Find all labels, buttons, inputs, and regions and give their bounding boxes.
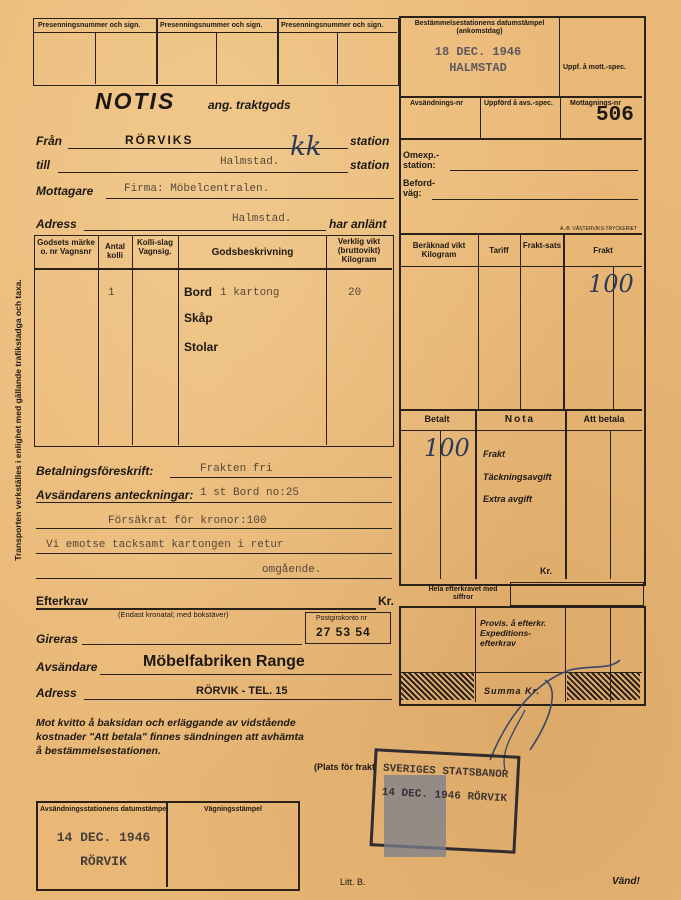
presenning-label-2: Presenningsnummer och sign. (160, 22, 263, 29)
avsandare-value: Möbelfabriken Range (143, 653, 305, 670)
anteckningar-line1: 1 st Bord no:25 (200, 487, 300, 499)
row1-desc: Bord (184, 285, 212, 299)
betalt-handwritten-value: 100 (424, 434, 470, 462)
col-header-beskrivning: Godsbeskrivning (211, 247, 294, 258)
uppford-avs-label: Uppförd å avs.-spec. (484, 100, 553, 107)
row1-kolli: 1 kartong (220, 287, 280, 299)
till-label: till (36, 158, 50, 172)
anteckningar-line2: Försäkrat för kronor:100 (108, 515, 267, 527)
summa-label: Summa Kr. (484, 686, 541, 696)
hatched-cell-left (401, 673, 474, 700)
station-label-2: station (350, 158, 390, 172)
nota-header-nota: Nota (504, 414, 536, 425)
omexp-label: Omexp.- station: (403, 150, 440, 170)
vagning-label: Vägningsstämpel (204, 806, 262, 813)
hela-efterkrav-label: Hela efterkravet med siffror (428, 586, 498, 601)
adress2-value: RÖRVIK - TEL. 15 (196, 685, 288, 697)
side-regulation-text: Transporten verkställes i enlighet med gällande trafikstadga och taxa. (13, 279, 23, 561)
beford-label: Beford- väg: (403, 178, 435, 198)
document-title: NOTIS (95, 88, 176, 114)
nota-tackning: Täckningsavgift (483, 472, 552, 482)
har-anlant-label: har anlänt (329, 217, 387, 231)
efterkrav-kr: Kr. (378, 594, 395, 608)
till-value: Halmstad. (220, 156, 280, 168)
anteckningar-line3: Vi emotse tacksamt kartongen i retur (46, 539, 284, 551)
efterkrav-hint: (Endast kronatal; med bokstäver) (118, 610, 229, 619)
avsandnings-nr-label: Avsändnings-nr (410, 100, 464, 107)
anteckningar-label: Avsändarens anteckningar: (36, 488, 194, 502)
betalning-label: Betalningsföreskrift: (36, 464, 154, 478)
station-label-1: station (350, 134, 390, 148)
calc-header-tariff: Tariff (489, 246, 509, 255)
efterkrav-amount-box (510, 582, 644, 606)
calc-header-frakt: Frakt (593, 246, 613, 255)
postgiro-number: 27 53 54 (316, 625, 371, 639)
fran-label: Från (36, 134, 63, 148)
document-subtitle: ang. traktgods (208, 98, 291, 112)
mottagare-value: Firma: Möbelcentralen. (124, 183, 270, 195)
calc-header-vikt: Beräknad vikt Kilogram (412, 241, 466, 259)
calc-header-fraktsats: Frakt-sats (522, 241, 562, 250)
nota-extra: Extra avgift (483, 494, 533, 504)
frakt-handwritten-value: 100 (588, 270, 634, 298)
row1-antal: 1 (108, 287, 115, 299)
nota-frakt: Frakt (483, 449, 506, 459)
adress-label: Adress (36, 217, 77, 231)
adress-value: Halmstad. (232, 213, 292, 225)
departure-stamp-label: Avsändningsstationens datumstämpel (40, 806, 169, 813)
tax-stamp-text: SVERIGES STATSBANOR 14 DEC. 1946 RÖRVIK (381, 762, 509, 806)
col-header-kollislag: Kolli-slag Vagnsig. (136, 238, 173, 256)
presenning-label-3: Presenningsnummer och sign. (281, 22, 384, 29)
arrival-date-stamp: 18 DEC. 1946 HALMSTAD (434, 45, 522, 75)
nota-kr: Kr. (540, 566, 553, 576)
till-handwritten-mark: kk (290, 132, 322, 162)
nota-header-betalt: Betalt (424, 414, 450, 424)
efterkrav-label: Efterkrav (36, 594, 89, 608)
anteckningar-line4: omgående. (262, 564, 322, 576)
col-header-vikt: Verklig vikt (bruttovikt) Kilogram (337, 237, 381, 264)
provis-label: Provis. å efterkr. Expeditions-efterkrav (480, 618, 547, 648)
avsandare-label: Avsändare (36, 660, 98, 674)
postgiro-label: Postgirokonto nr (316, 615, 367, 622)
nota-header-att-betala: Att betala (583, 414, 625, 424)
departure-date-stamp: 14 DEC. 1946 RÖRVIK (56, 830, 151, 869)
col-header-antal: Antal kolli (105, 242, 125, 260)
plats-for-label: (Plats för frakt (314, 762, 376, 772)
row2-desc: Skåp (184, 311, 213, 325)
mottagare-label: Mottagare (36, 184, 94, 198)
presenning-label-1: Presenningsnummer och sign. (38, 22, 141, 29)
row1-vikt: 20 (348, 287, 362, 299)
arrival-stamp-label: Bestämmelsestationens datumstämpel (ankomstdag) (414, 20, 545, 35)
mottagnings-nr-label: Mottagnings-nr (570, 100, 621, 107)
fran-value: RÖRVIKS (125, 133, 194, 147)
adress2-label: Adress (36, 686, 77, 700)
uppf-mott-label: Uppf. å mott.-spec. (563, 64, 627, 71)
col-header-marke: Godsets märke o. nr Vagnsnr (37, 238, 95, 256)
notice-text: Mot kvitto å baksidan och erläggande av vidstående kostnader "Att betala" finnes sändningen att avhämta å bestämmelsestationen. (36, 717, 304, 757)
betalning-value: Frakten fri (200, 463, 273, 475)
gireras-label: Gireras (36, 632, 79, 646)
mottagnings-nr-value: 506 (596, 104, 634, 127)
printer-credit: A.-B. VÄSTERVIKS-TRYCKERIET (560, 226, 638, 232)
litt-label: Litt. B. (340, 877, 366, 887)
row3-desc: Stolar (184, 340, 219, 354)
vand-label: Vänd! (612, 876, 640, 887)
